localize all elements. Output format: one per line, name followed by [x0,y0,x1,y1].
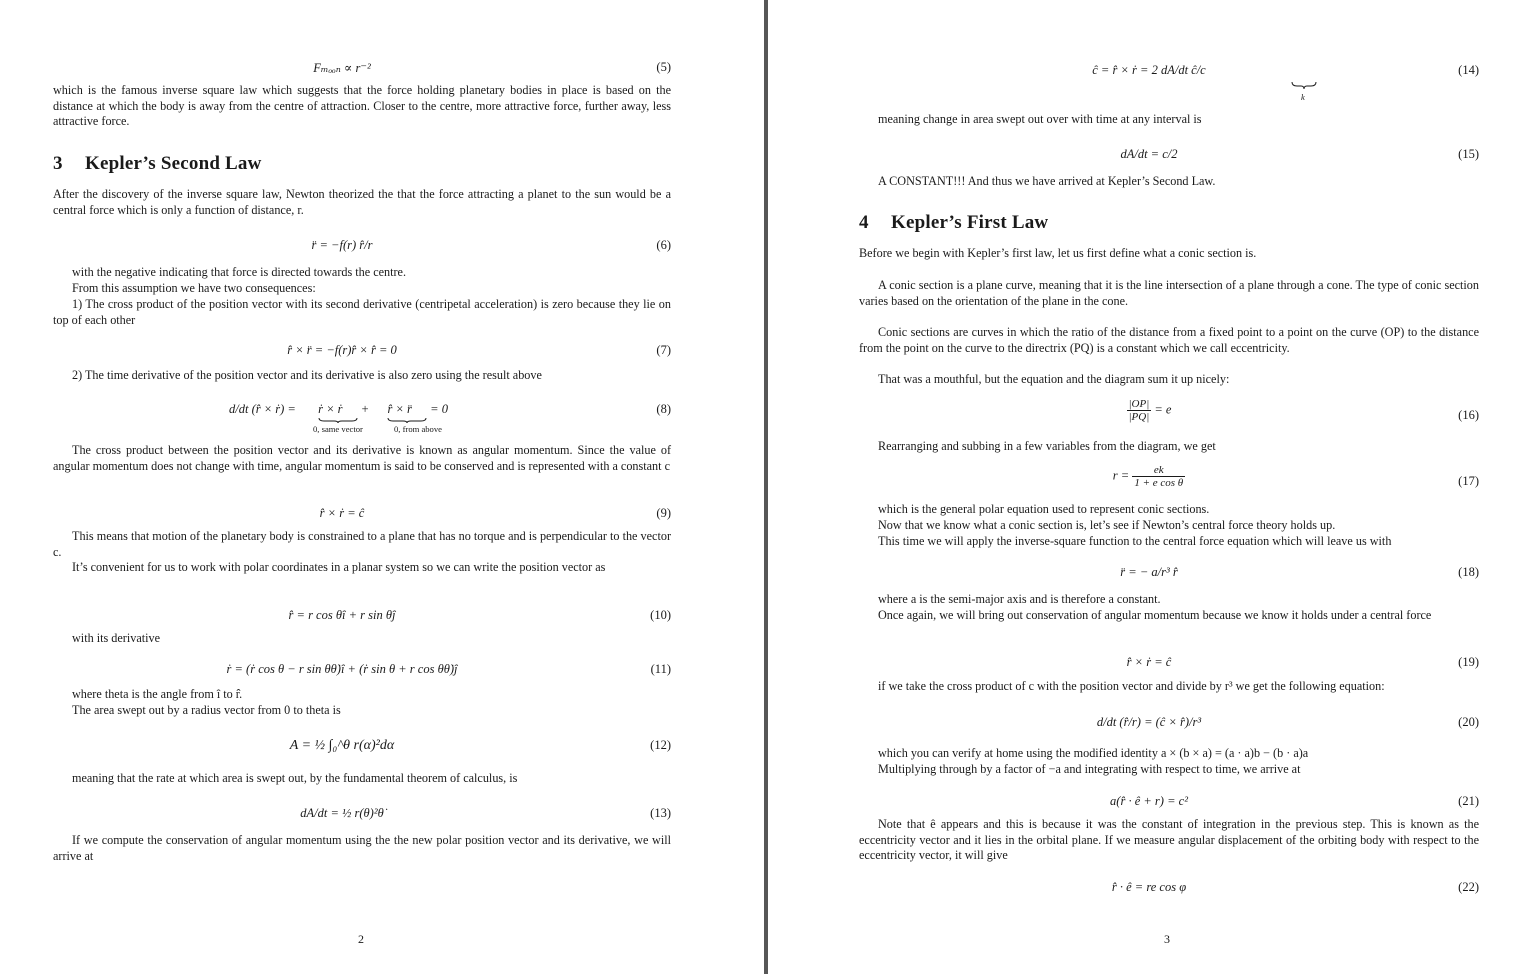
equation-13-body: dA/dt = ½ r(θ)²θ̇ [300,806,384,820]
equation-10-number: (10) [650,608,671,622]
equation-20 [859,715,1479,737]
paragraph-polar-2: Now that we know what a conic section is, let’s see if Newton’s central force theory holds up. [878,518,1336,532]
paragraph-polar-3: This time we will apply the inverse-square function to the central force equation which will leave us with [878,534,1392,548]
equation-14 [859,63,1479,103]
equation-16-rhs: = e [1154,402,1172,417]
equation-16-number: (16) [1458,408,1479,422]
equation-12-number: (12) [650,738,671,752]
equation-8-term1-group [318,402,342,417]
equation-16-body [859,398,1439,423]
paragraph-conic-definition: A conic section is a plane curve, meaning that it is the line intersection of a plane through a cone. The type of conic section varies based on the orientation of the plane in the cone. [859,278,1479,308]
equation-8-rhs: = 0 [430,402,448,416]
equation-6-number: (6) [656,238,671,252]
section-4-number: 4 [859,212,869,233]
page-2 [0,0,764,974]
equation-20-number: (20) [1458,715,1479,729]
equation-16-fraction [1127,398,1152,423]
equation-22-number: (22) [1458,880,1479,894]
paragraph-identity-1: which you can verify at home using the modified identity a × (b × a) = (a · a)b − (b · a)a [878,746,1309,760]
paragraph-meaning: meaning change in area swept out over with time at any interval is [878,112,1202,126]
equation-15-body: dA/dt = c/2 [1120,147,1178,161]
section-3-title: Kepler’s Second Law [85,153,262,174]
paragraph-negative-3: 1) The cross product of the position vector with its second derivative (centripetal acceleration) is zero because they lie on top of each other [53,297,671,327]
equation-8-body [229,402,631,417]
equation-5-body: Fₘₒₒₙ ∝ r⁻² [313,61,371,75]
page-number-3: 3 [1164,932,1170,946]
equation-5 [53,60,671,82]
equation-18-body: r̈ = − a/r³ r̂ [1120,565,1178,579]
page-3 [768,0,1532,974]
paragraph-rate: meaning that the rate at which area is swept out, by the fundamental theorem of calculus, is [72,771,518,785]
equation-10-body: r̂ = r cos θî + r sin θĵ [288,608,396,622]
equation-8-note-1: 0, same vector [313,424,363,434]
equation-19 [859,655,1479,677]
paragraph-inverse-square: which is the famous inverse square law which suggests that the force holding planetary bodies in place is based on the distance at which the body is away from the centre of attraction. Closer to the centre, more attractive force, further away, less attractive force. [53,83,671,129]
equation-16-denominator: |PQ| [1128,411,1150,423]
equation-8-plus: + [360,402,370,416]
equation-18-number: (18) [1458,565,1479,579]
equation-18 [859,565,1479,587]
equation-21 [859,794,1479,816]
equation-17-denominator: 1 + e cos θ [1134,477,1184,489]
equation-14-brace-label: k [1301,92,1305,102]
equation-8-term2: r̂ × r̈ [387,402,412,416]
equation-8-number: (8) [656,402,671,416]
equation-7 [53,343,671,365]
equation-15 [859,147,1479,169]
paragraph-polar-1: which is the general polar equation used to represent conic sections. [878,502,1210,516]
paragraph-note: Note that ê appears and this is because it was the constant of integration in the previous step. This is known as the eccentricity vector and it lies in the orbital plane. If we measure angular displacement of the orbiting body with respect to the eccentricity vector, it will give [859,817,1479,863]
equation-21-number: (21) [1458,794,1479,808]
paragraph-conic-ratio: Conic sections are curves in which the ratio of the distance from a fixed point to a point on the curve (OP) to the distance from the point on the curve to the directrix (PQ) is a constant which we call eccentricity. [859,325,1479,355]
equation-11-body: ṙ = (ṙ cos θ − r sin θθ̇)î + (ṙ sin θ + r cos θθ̇)ĵ [226,662,458,676]
equation-11 [53,662,671,684]
underbrace-1 [318,417,358,423]
equation-16-numerator: |OP| [1128,398,1150,410]
paragraph-negative-2: From this assumption we have two consequences: [72,281,316,295]
equation-8-term1: ṙ × ṙ [318,402,343,416]
equation-12-body: A = ½ ∫₀^θ r(α)²dα [289,738,395,753]
equation-15-number: (15) [1458,147,1479,161]
equation-13 [53,806,671,828]
equation-20-body: d/dt (r̂/r) = (ĉ × r̂)/r³ [1096,715,1202,729]
equation-9 [53,506,671,528]
equation-8-term2-group [387,402,411,417]
paragraph-semi-major-1: where a is the semi-major axis and is therefore a constant. [878,592,1161,606]
equation-7-number: (7) [656,343,671,357]
paragraph-negative-1: with the negative indicating that force is directed towards the centre. [72,265,407,279]
paragraph-theta-1: where theta is the angle from î to r̂. [72,687,243,701]
equation-5-number: (5) [656,60,671,74]
equation-14-body: ĉ = r̂ × ṙ = 2 dA/dt ĉ/c [1092,63,1206,77]
equation-8-lhs: d/dt (r̂ × ṙ) = [229,402,296,416]
paragraph-identity-2: Multiplying through by a factor of −a and integrating with respect to time, we arrive at [878,762,1301,776]
page-number-2: 2 [358,932,364,946]
equation-9-body: r̂ × ṙ = ĉ [319,506,365,520]
paragraph-compute: If we compute the conservation of angular momentum using the the new polar position vector and its derivative, we will arrive at [53,833,671,863]
equation-17 [859,464,1479,498]
equation-17-fraction [1132,464,1185,489]
paragraph-after-discovery: After the discovery of the inverse square law, Newton theorized the that the force attracting a planet to the sun would be a central force which is only a function of distance, r. [53,187,671,217]
equation-6-body: r̈ = −f(r) r̂/r [311,238,373,252]
equation-7-body: r̂ × r̈ = −f(r)r̂ × r̂ = 0 [287,343,397,357]
paragraph-cross-c: if we take the cross product of c with the position vector and divide by r³ we get the following equation: [878,679,1385,693]
paragraph-constant: A CONSTANT!!! And thus we have arrived at Kepler’s Second Law. [878,174,1216,188]
equation-8-note-2: 0, from above [394,424,442,434]
equation-8 [53,402,671,436]
equation-11-number: (11) [650,662,671,676]
section-4-title: Kepler’s First Law [891,212,1049,233]
paragraph-semi-major-2: Once again, we will bring out conservation of angular momentum because we know it holds under a central force [878,608,1432,622]
underbrace-2 [387,417,427,423]
section-heading-4 [859,212,1048,234]
underbrace-14 [1291,81,1317,89]
section-heading-3 [53,153,262,175]
paragraph-planar-2: It’s convenient for us to work with polar coordinates in a planar system so we can write the position vector as [72,560,606,574]
paragraph-with-derivative: with its derivative [72,631,161,645]
paragraph-theta-2: The area swept out by a radius vector from 0 to theta is [72,703,341,717]
equation-6 [53,238,671,260]
equation-13-number: (13) [650,806,671,820]
equation-16 [859,398,1479,434]
equation-17-body [859,464,1439,489]
paragraph-angular-momentum: The cross product between the position vector and its derivative is known as angular momentum. Since the value of angular momentum does not change with time, angular momentum is said to be conserved and is represented with a constant c [53,443,671,473]
paragraph-rearranging: Rearranging and subbing in a few variables from the diagram, we get [878,439,1216,453]
paragraph-time-derivative: 2) The time derivative of the position vector and its derivative is also zero using the result above [72,368,542,382]
equation-9-number: (9) [656,506,671,520]
paragraph-mouthful: That was a mouthful, but the equation and the diagram sum it up nicely: [878,372,1230,386]
paragraph-before: Before we begin with Kepler’s first law, let us first define what a conic section is. [859,246,1257,260]
equation-10 [53,608,671,630]
equation-22-body: r̂ · ê = re cos φ [1111,880,1187,894]
equation-22 [859,880,1479,902]
equation-17-numerator: ek [1132,464,1185,477]
equation-14-number: (14) [1458,63,1479,77]
paragraph-planar-1: This means that motion of the planetary body is constrained to a plane that has no torque and is perpendicular to the vector c. [53,529,671,559]
equation-17-lhs: r = [1112,468,1130,483]
equation-17-number: (17) [1458,474,1479,488]
equation-12 [53,738,671,760]
equation-19-body: r̂ × ṙ = ĉ [1126,655,1172,669]
section-3-number: 3 [53,153,63,174]
equation-19-number: (19) [1458,655,1479,669]
equation-21-body: a(r̂ · ê + r) = c² [1110,794,1188,808]
